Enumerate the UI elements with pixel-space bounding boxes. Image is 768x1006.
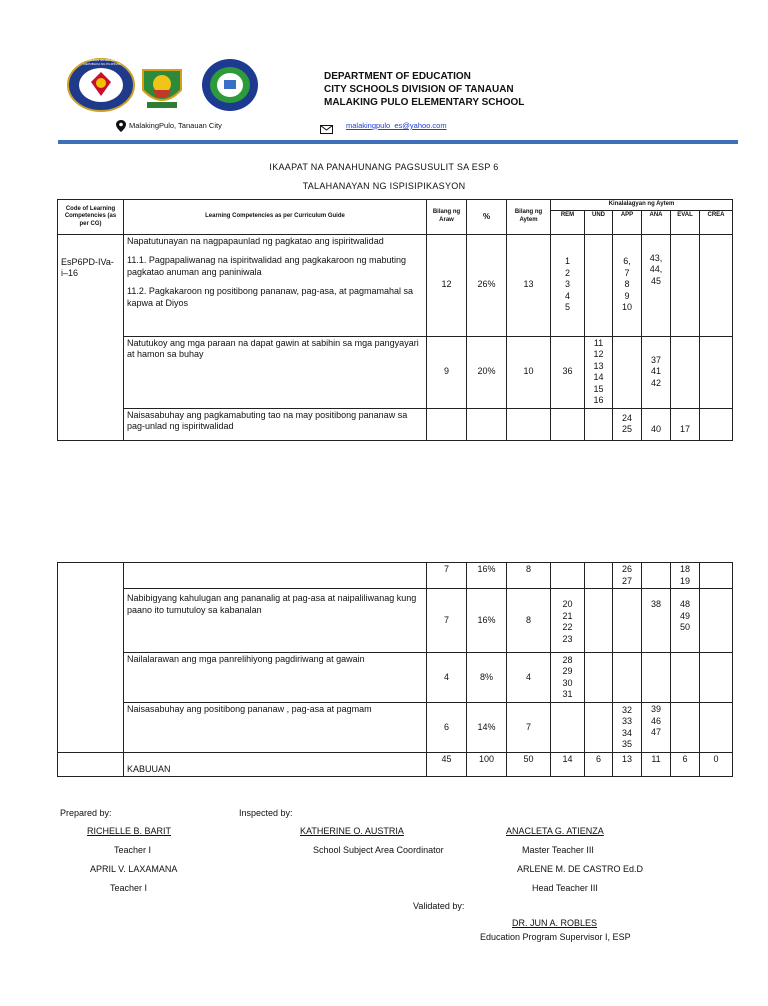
preparer-2-title: Teacher I: [110, 883, 148, 893]
competency-text: Napatutunayan na nagpapaunlad ng pagkatao ang ispiritwalidad 11.1. Pagpapaliwanag na ispiritwalidad ang pagkakaroon ng mabuting pagkatao anuman ang paniniwala 11.2. Pagkakaroon ng positibong pananaw, pag-asa, at pagmamahal sa kapwa at Diyos: [124, 234, 427, 336]
und-items: [585, 408, 613, 440]
percent-value: 16%: [467, 589, 507, 653]
aytem-value: 8: [507, 589, 551, 653]
percent-value: 8%: [467, 653, 507, 703]
rem-items: 1 2 3 4 5: [551, 234, 585, 336]
main-title: IKAAPAT NA PANAHUNANG PAGSUSULIT SA ESP 6: [269, 162, 499, 172]
aytem-value: 7: [507, 703, 551, 753]
competency-code: [58, 563, 124, 753]
header-code: Code of Learning Competencies (as per CG): [58, 200, 124, 235]
app-items: 32 33 34 35: [613, 703, 642, 753]
competency-text: Nabibigyang kahulugan ang pananalig at pag-asa at naipaliliwanag kung paano ito tumutuloy sa kabanalan: [124, 589, 427, 653]
mail-icon: [320, 121, 333, 130]
header-eval: EVAL: [671, 210, 700, 234]
aytem-value: 10: [507, 336, 551, 408]
competency-text: [124, 563, 427, 589]
header-crea: CREA: [700, 210, 733, 234]
competency-text: Nailalarawan ang mga panrelihiyong pagdiriwang at gawain: [124, 653, 427, 703]
und-items: [585, 563, 613, 589]
eval-items: 18 19: [671, 563, 700, 589]
aytem-value: 13: [507, 234, 551, 336]
crea-items: [700, 653, 733, 703]
ana-items: 40: [642, 408, 671, 440]
total-code-cell: [58, 753, 124, 777]
app-items: [613, 589, 642, 653]
total-label: KABUUAN: [124, 753, 427, 777]
eval-items: [671, 653, 700, 703]
araw-value: 4: [427, 653, 467, 703]
table-row: [58, 703, 733, 753]
total-row: [58, 753, 733, 777]
competency-code: EsP6PD-IVa-i–16: [58, 234, 124, 440]
division-seal: [135, 60, 189, 112]
total-percent: 100: [467, 753, 507, 777]
app-items: 26 27: [613, 563, 642, 589]
und-items: 11 12 13 14 15 16: [585, 336, 613, 408]
inspector-2-name: ANACLETA G. ATIENZA: [506, 826, 604, 836]
aytem-value: 8: [507, 563, 551, 589]
araw-value: 6: [427, 703, 467, 753]
rem-items: 28 29 30 31: [551, 653, 585, 703]
preparer-1-name: RICHELLE B. BARIT: [87, 826, 172, 836]
app-items: 6, 7 8 9 10: [613, 234, 642, 336]
total-app: 13: [613, 753, 642, 777]
eval-items: 48 49 50: [671, 589, 700, 653]
header-competencies: Learning Competencies as per Curriculum Guide: [124, 200, 427, 235]
department-name: DEPARTMENT OF EDUCATION: [324, 71, 471, 82]
total-rem: 14: [551, 753, 585, 777]
header-rule: [58, 140, 738, 144]
app-items: 24 25: [613, 408, 642, 440]
header-app: APP: [613, 210, 642, 234]
und-items: [585, 589, 613, 653]
app-items: [613, 653, 642, 703]
sub-title: TALAHANAYAN NG ISPISIPIKASYON: [302, 181, 466, 191]
inspected-by-label: Inspected by:: [239, 808, 293, 818]
percent-value: [467, 408, 507, 440]
specification-table-bottom: [57, 562, 733, 777]
school-name: MALAKING PULO ELEMENTARY SCHOOL: [324, 97, 525, 108]
und-items: [585, 653, 613, 703]
rem-items: [551, 408, 585, 440]
percent-value: 16%: [467, 563, 507, 589]
eval-items: [671, 234, 700, 336]
competency-text: Natutukoy ang mga paraan na dapat gawin at sabihin sa mga pangyayari at hamon sa buhay: [124, 336, 427, 408]
school-address: MalakingPulo, Tanauan City: [129, 121, 222, 130]
aytem-value: 4: [507, 653, 551, 703]
deped-seal-text: KAGAWARAN NG EDUKASYON REPUBLIKA NG PILIPINAS: [79, 58, 125, 66]
ana-items: 43, 44, 45: [642, 234, 671, 336]
percent-value: 20%: [467, 336, 507, 408]
competency-text: Naisasabuhay ang pagkamabuting tao na may positibong pananaw sa pag-unlad ng ispiritwalidad: [124, 408, 427, 440]
validator-name: DR. JUN A. ROBLES: [512, 918, 598, 928]
crea-items: [700, 336, 733, 408]
crea-items: [700, 589, 733, 653]
eval-items: 17: [671, 408, 700, 440]
rem-items: 36: [551, 336, 585, 408]
inspector-1-title: School Subject Area Coordinator: [313, 845, 444, 855]
total-aytem: 50: [507, 753, 551, 777]
table-row: [58, 336, 733, 408]
total-crea: 0: [700, 753, 733, 777]
eval-items: [671, 703, 700, 753]
header-percent: %: [467, 200, 507, 235]
und-items: [585, 703, 613, 753]
header-aytem: Bilang ng Aytem: [507, 200, 551, 235]
app-items: [613, 336, 642, 408]
crea-items: [700, 703, 733, 753]
ana-items: [642, 563, 671, 589]
validated-by-label: Validated by:: [413, 901, 465, 911]
header-araw: Bilang ng Araw: [427, 200, 467, 235]
total-ana: 11: [642, 753, 671, 777]
rem-items: [551, 563, 585, 589]
percent-value: 26%: [467, 234, 507, 336]
table-row: [58, 653, 733, 703]
specification-table-top: [57, 199, 733, 441]
preparer-2-name: APRIL V. LAXAMANA: [90, 864, 178, 874]
rem-items: [551, 703, 585, 753]
araw-value: 7: [427, 589, 467, 653]
competency-text: Naisasabuhay ang positibong pananaw , pag-asa at pagmam: [124, 703, 427, 753]
araw-value: 12: [427, 234, 467, 336]
header-und: UND: [585, 210, 613, 234]
preparer-1-title: Teacher I: [114, 845, 152, 855]
inspector-3-name: ARLENE M. DE CASTRO Ed.D: [517, 864, 644, 874]
ana-items: 39 46 47: [642, 703, 671, 753]
percent-value: 14%: [467, 703, 507, 753]
prepared-by-label: Prepared by:: [60, 808, 112, 818]
table-row: [58, 408, 733, 440]
rem-items: 20 21 22 23: [551, 589, 585, 653]
crea-items: [700, 563, 733, 589]
ana-items: 37 41 42: [642, 336, 671, 408]
table-row: [58, 234, 733, 336]
header-kinalalagyan: Kinalalagyan ng Aytem: [551, 200, 733, 211]
header-ana: ANA: [642, 210, 671, 234]
school-seal: [200, 58, 260, 112]
school-email-link[interactable]: malakingpulo_es@yahoo.com: [346, 121, 447, 130]
inspector-2-title: Master Teacher III: [522, 845, 594, 855]
araw-value: 9: [427, 336, 467, 408]
header-rem: REM: [551, 210, 585, 234]
araw-value: [427, 408, 467, 440]
inspector-3-title: Head Teacher III: [532, 883, 598, 893]
location-icon: [116, 119, 126, 131]
eval-items: [671, 336, 700, 408]
total-und: 6: [585, 753, 613, 777]
und-items: [585, 234, 613, 336]
crea-items: [700, 234, 733, 336]
total-araw: 45: [427, 753, 467, 777]
table-row: [58, 563, 733, 589]
validator-title: Education Program Supervisor I, ESP: [480, 932, 631, 942]
aytem-value: [507, 408, 551, 440]
division-name: CITY SCHOOLS DIVISION OF TANAUAN: [324, 84, 514, 95]
araw-value: 7: [427, 563, 467, 589]
table-row: [58, 589, 733, 653]
ana-items: [642, 653, 671, 703]
crea-items: [700, 408, 733, 440]
total-eval: 6: [671, 753, 700, 777]
deped-seal: [66, 58, 136, 112]
ana-items: 38: [642, 589, 671, 653]
inspector-1-name: KATHERINE O. AUSTRIA: [300, 826, 404, 836]
